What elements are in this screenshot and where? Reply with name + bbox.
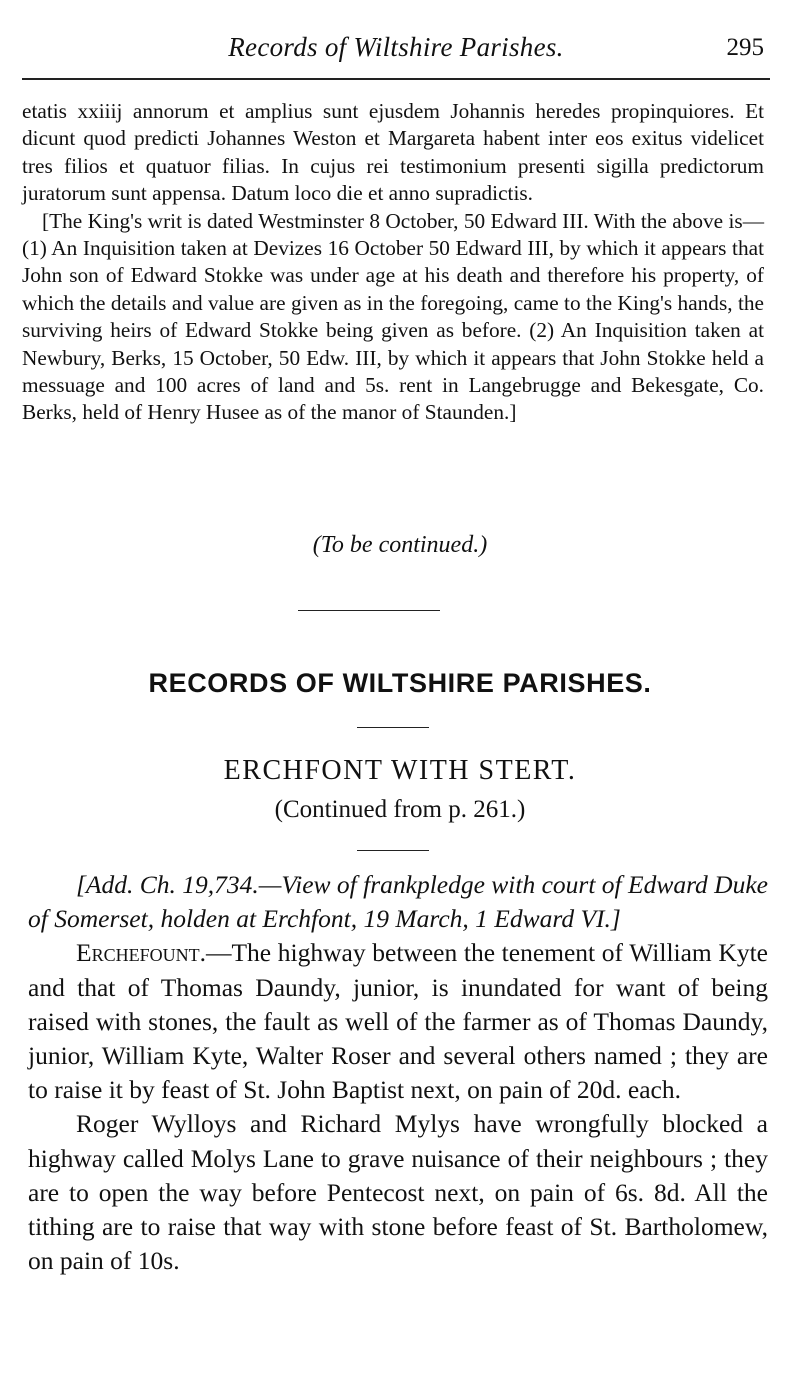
- continued-from: (Continued from p. 261.): [274, 796, 526, 823]
- place-name: Erchefount.: [76, 938, 206, 968]
- section-divider-rule: [298, 610, 440, 611]
- erchefount-paragraph: [28, 936, 768, 1107]
- to-be-continued: (To be continued.): [312, 532, 488, 558]
- erchfont-records: [28, 868, 768, 1278]
- subheading-rule: [357, 850, 429, 851]
- writ-note-paragraph: [The King's writ is dated Westminster 8 October, 50 Edward III. With the above is—(1) An Inquisition taken at Devizes 16 October 50 Edward III, by which it appears that John son of Edward Stokke was under age at his death and therefore his property, of which the details and value are given as in the foregoing, came to the King's hands, the surviving heirs of Edward Stokke being given as before. (2) An Inquisition taken at Newbury, Berks, 15 October, 50 Edw. III, by which it appears that John Stokke held a messuage and 100 acres of land and 5s. rent in Langebrugge and Bekesgate, Co. Berks, held of Henry Husee as of the manor of Staunden.]: [22, 208, 764, 425]
- charter-note: [28, 868, 768, 936]
- heading-rule: [357, 727, 429, 728]
- page-number: 295: [726, 34, 764, 61]
- section-heading: RECORDS OF WILTSHIRE PARISHES.: [148, 668, 652, 698]
- charter-note-text: [Add. Ch. 19,734.—View of frankpledge with court of Edward Duke of Somerset, holden at Erchfont, 19 March, 1 Edward VI.]: [28, 870, 768, 934]
- latin-paragraph: etatis xxiiij annorum et amplius sunt ejusdem Johannis heredes propinquiores. Et dicunt quod predicti Johannes Weston et Margareta habent inter eos exitus videlicet tres filios et quatuor filias. In cujus rei testimonium presenti sigilla predictorum juratorum sunt appensa. Datum loco die et anno supradictis.: [22, 99, 764, 206]
- running-header: [22, 28, 770, 68]
- running-title: Records of Wiltshire Parishes.: [228, 32, 564, 62]
- parish-subheading: ERCHFONT WITH STERT.: [223, 755, 577, 786]
- molys-lane-paragraph: Roger Wylloys and Richard Mylys have wrongfully blocked a highway called Molys Lane to grave nuisance of their neighbours ; they are to open the way before Pentecost next, on pain of 6s. 8d. All the tithing are to raise that way with stone before feast of St. Bartholomew, on pain of 10s.: [28, 1109, 768, 1276]
- header-rule: [22, 78, 770, 80]
- inquisition-text: [22, 98, 764, 427]
- erchefount-paragraph-text: —The highway between the tenement of William Kyte and that of Thomas Daundy, junior, is inundated for want of being raised with stones, the fault as well of the farmer as of Thomas Daundy, junior, William Kyte, Walter Roser and several others named ; they are to raise it by feast of St. John Baptist next, on pain of 20d. each.: [28, 938, 768, 1105]
